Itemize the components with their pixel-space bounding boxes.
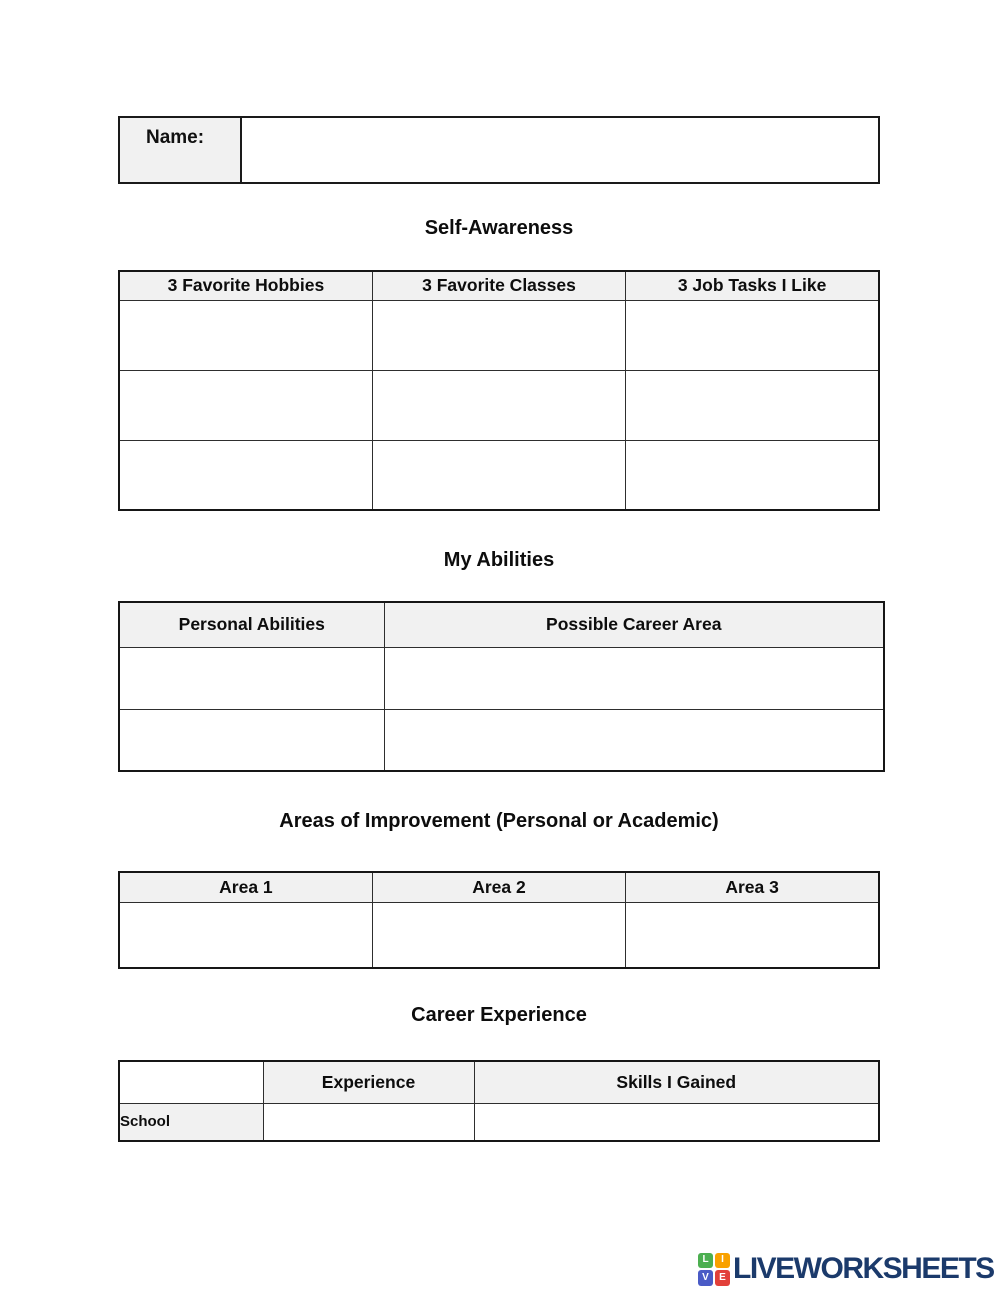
section-title-improvement: Areas of Improvement (Personal or Academic) [279,810,719,832]
answer-cell[interactable] [372,902,625,968]
answer-cell[interactable] [384,647,884,709]
liveworksheets-wordmark: LIVEWORKSHEETS [733,1252,994,1285]
row-label-school: School [119,1103,263,1141]
column-header: 3 Job Tasks I Like [626,271,879,300]
section-title-my-abilities: My Abilities [443,549,555,571]
answer-cell[interactable] [119,440,372,510]
column-header: Area 2 [372,872,625,902]
column-header: Skills I Gained [474,1061,879,1103]
section-title-self-awareness: Self-Awareness [424,217,574,239]
answer-cell[interactable] [626,370,879,440]
my-abilities-table [118,601,885,772]
name-input[interactable] [242,118,878,182]
career-experience-table [118,1060,880,1142]
liveworksheets-grid-icon [698,1253,730,1286]
column-header: Area 1 [119,872,372,902]
logo-square-v: V [698,1270,713,1286]
answer-cell[interactable] [372,440,625,510]
answer-cell[interactable] [263,1103,474,1141]
answer-cell[interactable] [372,370,625,440]
answer-cell[interactable] [626,300,879,370]
column-header: Possible Career Area [384,602,884,647]
self-awareness-table [118,270,880,511]
improvement-table [118,871,880,969]
answer-cell[interactable] [626,902,879,968]
column-header: Personal Abilities [119,602,384,647]
section-title-career-experience: Career Experience [411,1004,587,1026]
answer-cell[interactable] [119,647,384,709]
column-header: 3 Favorite Classes [372,271,625,300]
blank-corner-cell [119,1061,263,1103]
name-row [118,116,880,184]
answer-cell[interactable] [626,440,879,510]
answer-cell[interactable] [119,709,384,771]
answer-cell[interactable] [119,902,372,968]
answer-cell[interactable] [372,300,625,370]
column-header: Experience [263,1061,474,1103]
answer-cell[interactable] [474,1103,879,1141]
answer-cell[interactable] [384,709,884,771]
liveworksheets-logo [698,1250,994,1288]
answer-cell[interactable] [119,370,372,440]
column-header: 3 Favorite Hobbies [119,271,372,300]
column-header: Area 3 [626,872,879,902]
logo-square-e: E [715,1270,730,1286]
name-label: Name: [120,118,242,182]
answer-cell[interactable] [119,300,372,370]
logo-square-l: L [698,1253,713,1269]
logo-square-i: I [715,1253,730,1269]
